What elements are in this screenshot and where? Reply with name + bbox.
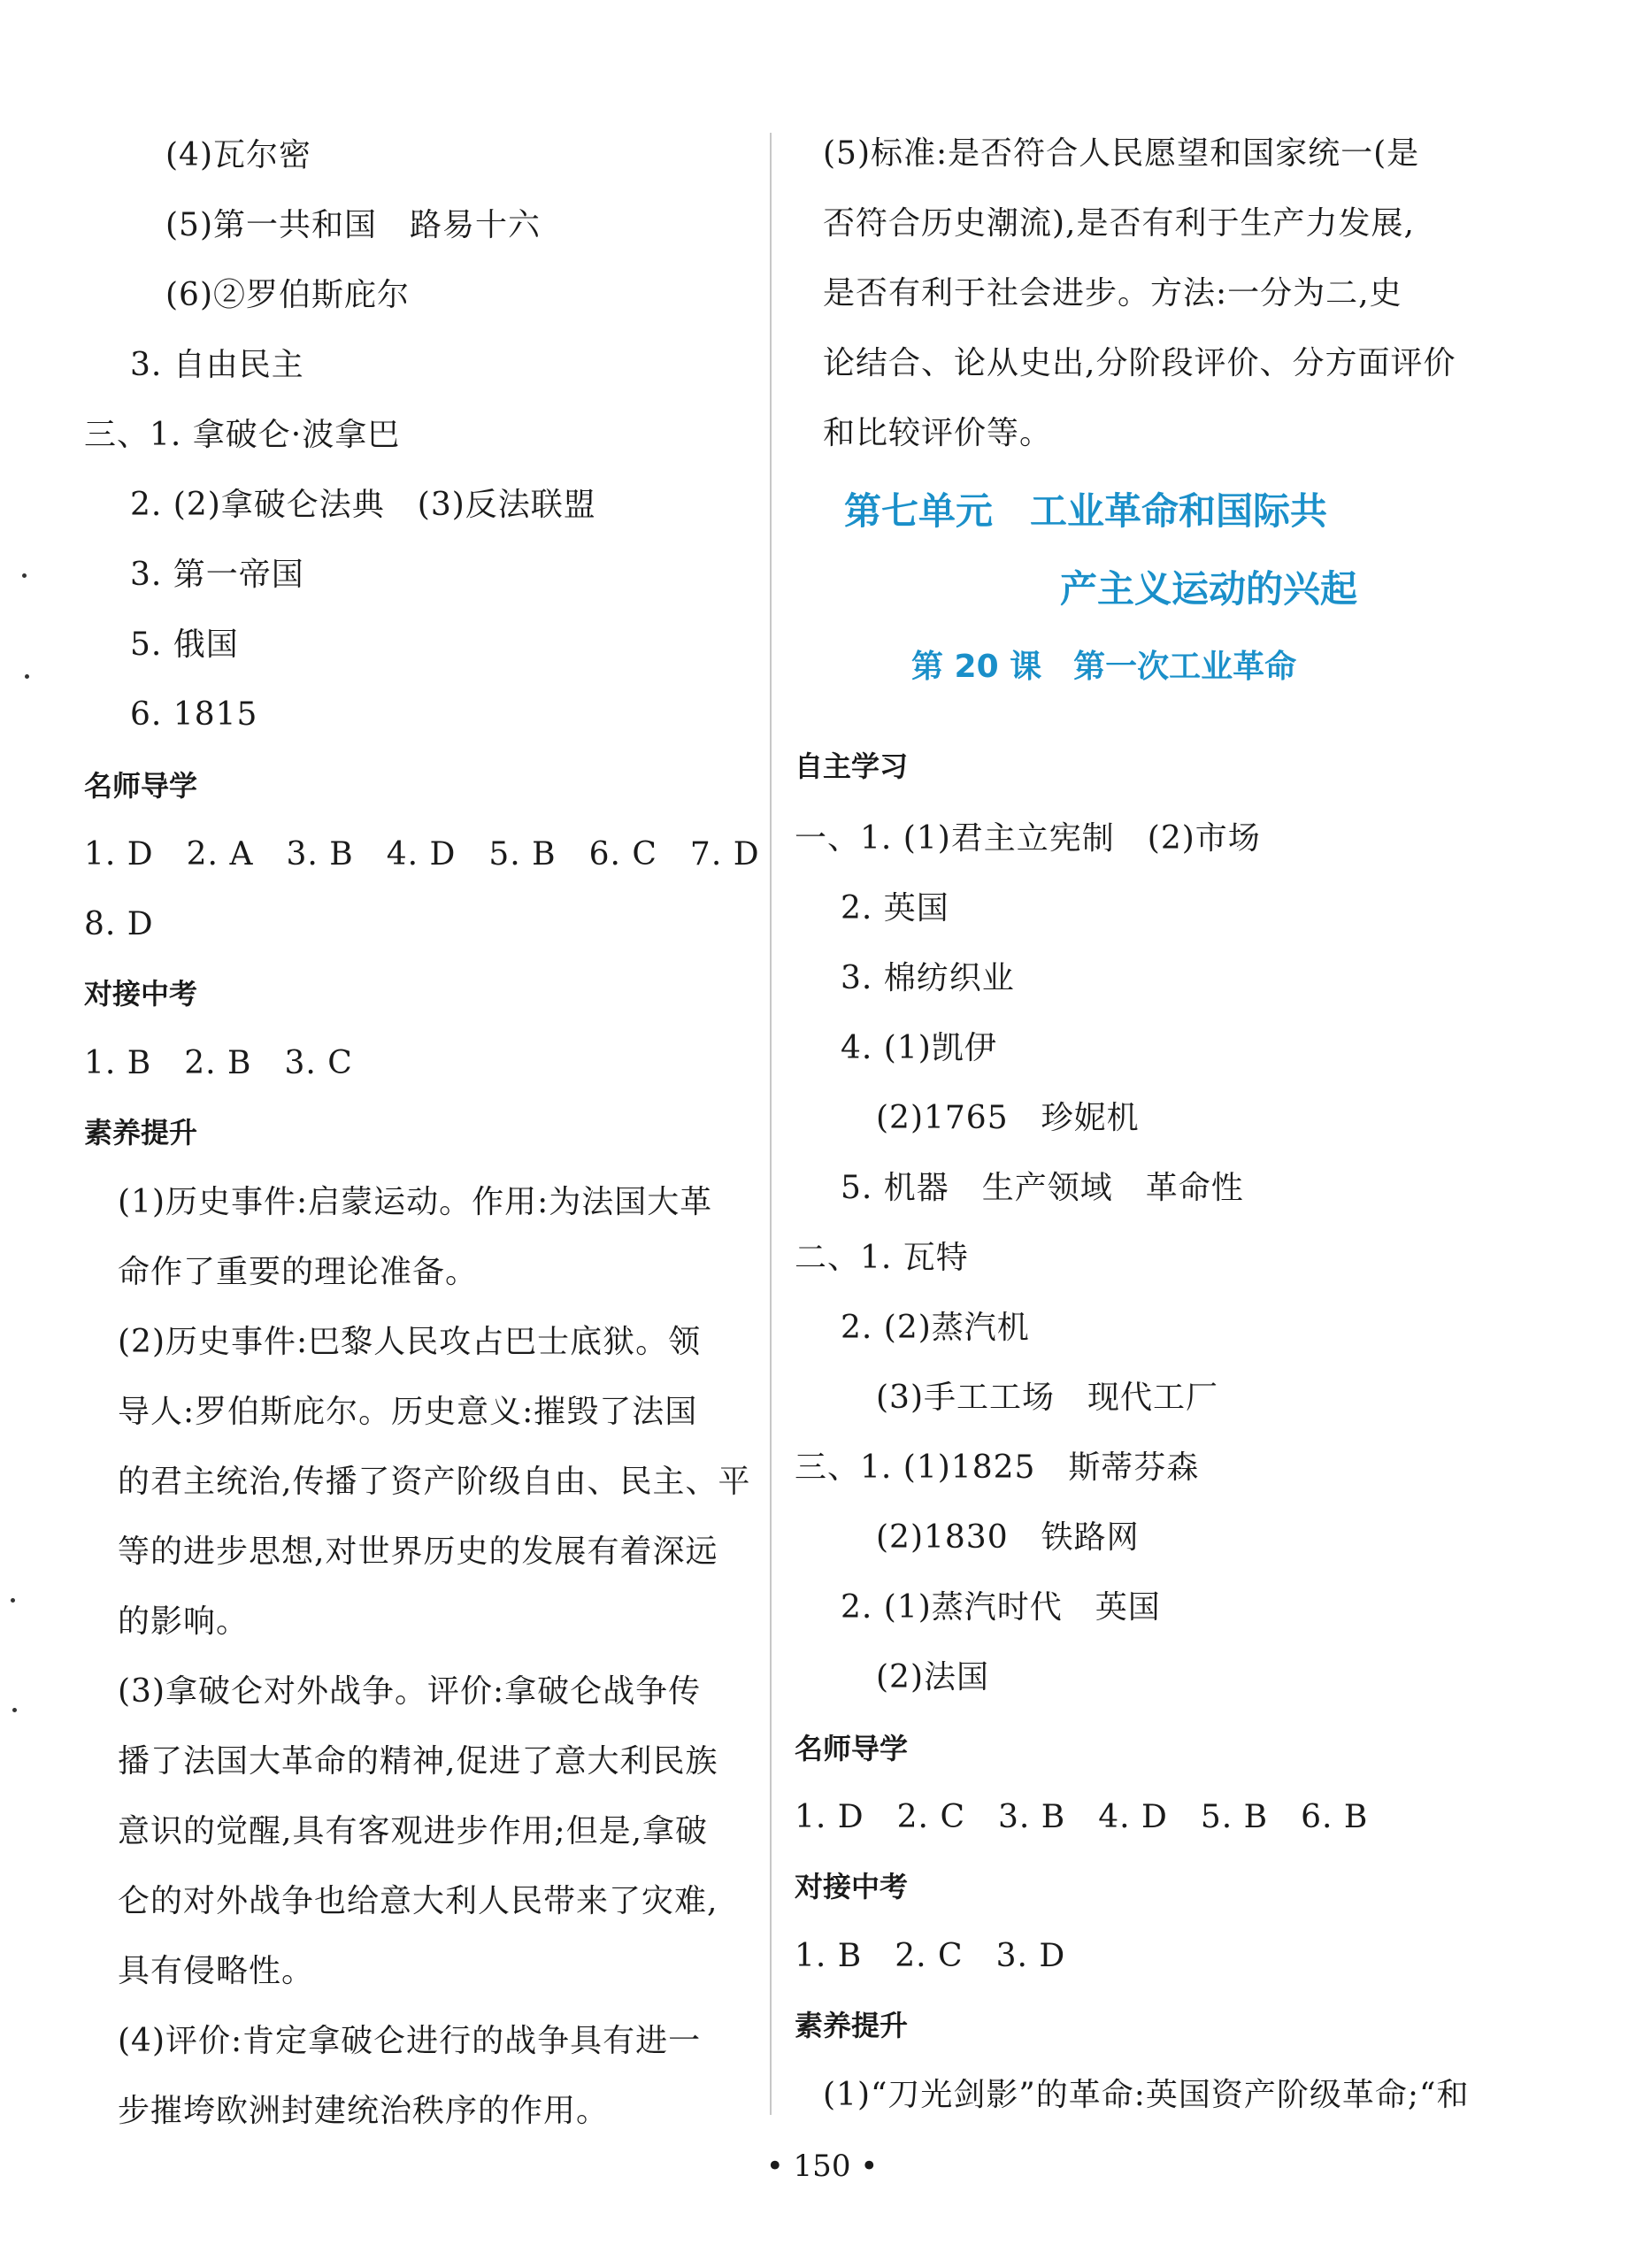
answer-line: (2)1830 铁路网 <box>876 1519 1140 1556</box>
section-heading: 素养提升 <box>84 1116 198 1149</box>
answer-line: (2)法国 <box>876 1659 989 1695</box>
answer-line: (5)第一共和国 路易十六 <box>165 207 541 243</box>
section-heading: 名师导学 <box>795 1732 909 1765</box>
page-number: • 150 • <box>765 2149 879 2184</box>
unit-title: 产主义运动的兴起 <box>1060 567 1358 611</box>
answer-line: 三、1. 拿破仑·波拿巴 <box>84 417 401 453</box>
section-heading: 自主学习 <box>795 750 909 783</box>
answer-line: 等的进步思想,对世界历史的发展有着深远 <box>118 1534 718 1570</box>
answer-line: 仑的对外战争也给意大利人民带来了灾难, <box>118 1883 718 1919</box>
answer-line: 3. 第一帝国 <box>130 557 304 593</box>
answer-line: 论结合、论从史出,分阶段评价、分方面评价 <box>823 345 1456 381</box>
answer-line: 3. 棉纺织业 <box>841 960 1015 996</box>
answer-line: (2)1765 珍妮机 <box>876 1100 1140 1136</box>
answer-line: 8. D <box>84 906 154 942</box>
answer-line: 2. (1)蒸汽时代 英国 <box>841 1589 1161 1626</box>
section-heading: 名师导学 <box>84 769 198 803</box>
column-divider <box>770 133 772 2115</box>
section-heading: 素养提升 <box>795 2009 909 2042</box>
unit-title: 第七单元 工业革命和国际共 <box>844 489 1328 533</box>
answer-line: 播了法国大革命的精神,促进了意大利民族 <box>118 1743 718 1780</box>
scan-speck <box>11 1598 15 1603</box>
answer-line: 2. (2)拿破仑法典 (3)反法联盟 <box>130 487 596 523</box>
answer-line: 4. (1)凯伊 <box>841 1030 997 1066</box>
answer-line: 5. 机器 生产领域 革命性 <box>841 1170 1244 1206</box>
answer-line: 命作了重要的理论准备。 <box>118 1254 479 1290</box>
answer-line: 导人:罗伯斯庇尔。历史意义:摧毁了法国 <box>118 1394 698 1430</box>
section-heading: 对接中考 <box>84 977 198 1011</box>
answer-line: (6)②罗伯斯庇尔 <box>165 277 410 313</box>
section-heading: 对接中考 <box>795 1870 909 1903</box>
answer-line: 6. 1815 <box>130 696 258 733</box>
answer-line: 具有侵略性。 <box>118 1953 315 1989</box>
answer-line: 和比较评价等。 <box>823 415 1053 451</box>
answer-line: 是否有利于社会进步。方法:一分为二,史 <box>823 275 1402 311</box>
answer-line: 3. 自由民主 <box>130 347 304 383</box>
answer-line: 三、1. (1)1825 斯蒂芬森 <box>795 1449 1200 1486</box>
answer-line: (2)历史事件:巴黎人民攻占巴士底狱。领 <box>118 1324 702 1360</box>
scan-speck <box>25 674 29 679</box>
answer-line: 1. D 2. C 3. B 4. D 5. B 6. B <box>795 1799 1369 1835</box>
answer-line: 步摧垮欧洲封建统治秩序的作用。 <box>118 2093 610 2129</box>
answer-line: (3)拿破仑对外战争。评价:拿破仑战争传 <box>118 1673 702 1710</box>
answer-line: 二、1. 瓦特 <box>795 1240 969 1276</box>
answer-line: 1. D 2. A 3. B 4. D 5. B 6. C 7. D <box>84 836 760 873</box>
answer-line: (1)“刀光剑影”的革命:英国资产阶级革命;“和 <box>823 2077 1470 2113</box>
answer-line: (3)手工工场 现代工厂 <box>876 1380 1218 1416</box>
answer-line: 的君主统治,传播了资产阶级自由、民主、平 <box>118 1464 751 1500</box>
answer-line: (5)标准:是否符合人民愿望和国家统一(是 <box>823 135 1420 172</box>
answer-line: 一、1. (1)君主立宪制 (2)市场 <box>795 820 1261 857</box>
answer-line: 意识的觉醒,具有客观进步作用;但是,拿破 <box>118 1813 709 1849</box>
answer-line: 5. 俄国 <box>130 627 239 663</box>
scan-speck <box>22 573 27 578</box>
answer-line: 1. B 2. C 3. D <box>795 1938 1066 1974</box>
answer-line: (1)历史事件:启蒙运动。作用:为法国大革 <box>118 1184 713 1220</box>
lesson-title: 第 20 课 第一次工业革命 <box>911 649 1297 685</box>
answer-line: (4)瓦尔密 <box>165 137 311 173</box>
scan-speck <box>12 1708 17 1712</box>
answer-line: 1. B 2. B 3. C <box>84 1045 353 1081</box>
answer-line: 2. 英国 <box>841 890 949 926</box>
answer-line: 否符合历史潮流),是否有利于生产力发展, <box>823 205 1415 242</box>
answer-line: 2. (2)蒸汽机 <box>841 1310 1030 1346</box>
answer-line: 的影响。 <box>118 1603 250 1640</box>
answer-line: (4)评价:肯定拿破仑进行的战争具有进一 <box>118 2023 702 2059</box>
